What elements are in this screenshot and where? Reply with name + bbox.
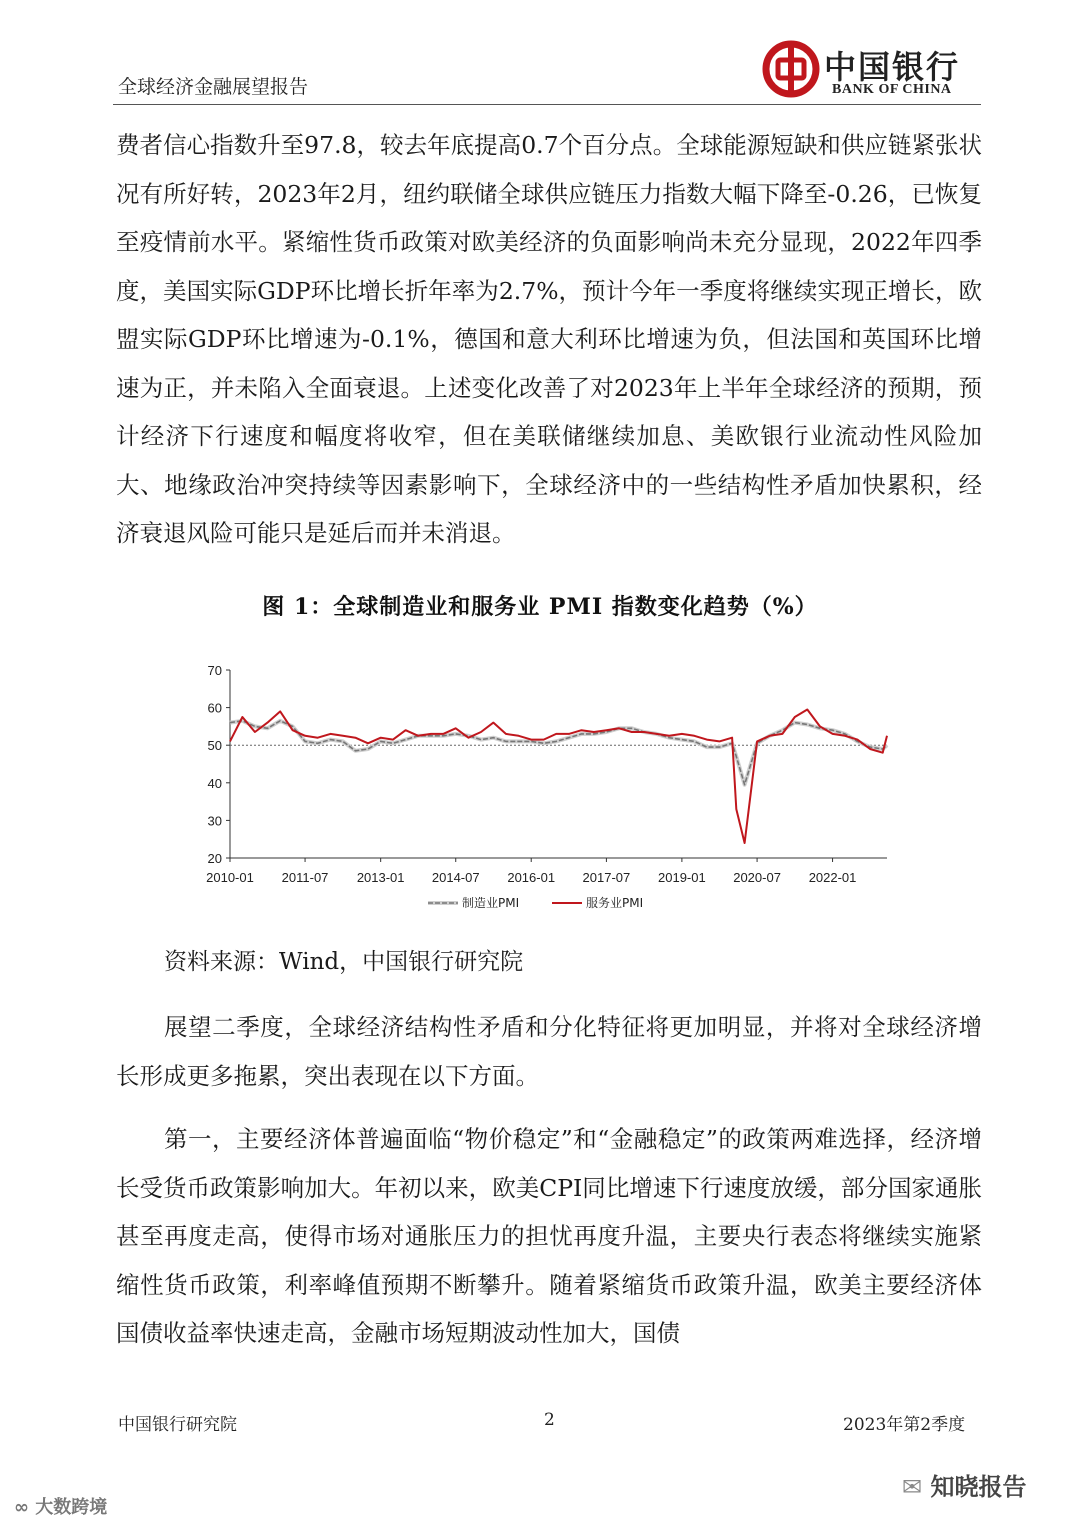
- bank-logo: [762, 40, 982, 100]
- y-tick-label-0: 20: [207, 851, 222, 866]
- x-tick-label-0: 2010-01: [206, 870, 254, 885]
- x-tick-label-2: 2013-01: [356, 870, 405, 885]
- legend-label-1: 服务业PMI: [586, 896, 644, 910]
- pmi-chart: [180, 650, 900, 920]
- y-tick-label-5: 70: [207, 663, 222, 678]
- x-tick-label-1: 2011-07: [281, 870, 329, 885]
- x-tick-label-3: 2014-07: [431, 870, 480, 885]
- x-tick-label-4: 2016-01: [507, 870, 556, 885]
- y-tick-label-1: 30: [207, 813, 222, 829]
- pmi-line-chart: [180, 650, 900, 920]
- logo-english-text: BANK OF CHINA: [832, 82, 952, 97]
- y-tick-label-3: 50: [207, 738, 222, 754]
- y-tick-label-2: 40: [207, 775, 222, 791]
- x-tick-label-7: 2020-07: [733, 870, 781, 885]
- x-tick-label-5: 2017-07: [582, 870, 631, 885]
- logo-chinese-text: 中国银行: [824, 48, 961, 86]
- bank-of-china-emblem-icon: [762, 40, 820, 98]
- report-title: 全球经济金融展望报告: [118, 76, 309, 98]
- series-services-line: [230, 710, 887, 844]
- series-manufacturing-line: [230, 721, 887, 785]
- page-number: 2: [544, 1410, 555, 1430]
- watermark-logo-icon: ∞: [14, 1497, 29, 1518]
- wechat-icon: ✉: [902, 1473, 923, 1501]
- y-tick-label-4: 60: [207, 700, 222, 716]
- body-paragraph-3: 第一，主要经济体普遍面临“物价稳定”和“金融稳定”的政策两难选择，经济增长受货币政策影响加大。年初以来，欧美CPI同比增速下行速度放缓，部分国家通胀甚至再度走高，使得市场对通胀压力的担忧再度升温，主要央行表态将继续实施紧缩性货币政策，利率峰值预期不断攀升。随着紧缩货币政策升温，欧美主要经济体国债收益率快速走高，金融市场短期波动性加大，国债: [116, 1125, 982, 1347]
- body-paragraph-1: 费者信心指数升至97.8，较去年底提高0.7个百分点。全球能源短缺和供应链紧张状况有所好转，2023年2月，纽约联储全球供应链压力指数大幅下降至-0.26，已恢复至疫情前水平。紧缩性货币政策对欧美经济的负面影响尚未充分显现，2022年四季度，美国实际GDP环比增长折年率为2.7%，预计今年一季度将继续实现正增长，欧盟实际GDP环比增速为-0.1%，德国和意大利环比增速为负，但法国和英国环比增速为正，并未陷入全面衰退。上述变化改善了对2023年上半年全球经济的预期，预计经济下行速度和幅度将收窄，但在美联储继续加息、美欧银行业流动性风险加大、地缘政治冲突持续等因素影响下，全球经济中的一些结构性矛盾加快累积，经济衰退风险可能只是延后而并未消退。: [116, 131, 982, 547]
- x-tick-label-6: 2019-01: [658, 870, 706, 885]
- figure-title: 图 1：全球制造业和服务业 PMI 指数变化趋势（%）: [262, 594, 818, 620]
- watermark-right: [902, 1467, 1026, 1502]
- figure-source: 资料来源：Wind，中国银行研究院: [164, 949, 524, 975]
- watermark-left: [14, 1493, 107, 1519]
- legend-label-0: 制造业PMI: [462, 896, 520, 910]
- x-tick-label-8: 2022-01: [808, 870, 857, 885]
- series-manufacturing-halo: [230, 721, 887, 785]
- header-divider: [113, 104, 981, 105]
- watermark-left-text: 大数跨境: [35, 1497, 108, 1518]
- footer-institution: 中国银行研究院: [118, 1415, 237, 1435]
- body-paragraph-2: 展望二季度，全球经济结构性矛盾和分化特征将更加明显，并将对全球经济增长形成更多拖累，突出表现在以下方面。: [116, 1013, 982, 1090]
- watermark-right-text: 知晓报告: [930, 1473, 1027, 1501]
- footer-period: 2023年第2季度: [843, 1415, 966, 1435]
